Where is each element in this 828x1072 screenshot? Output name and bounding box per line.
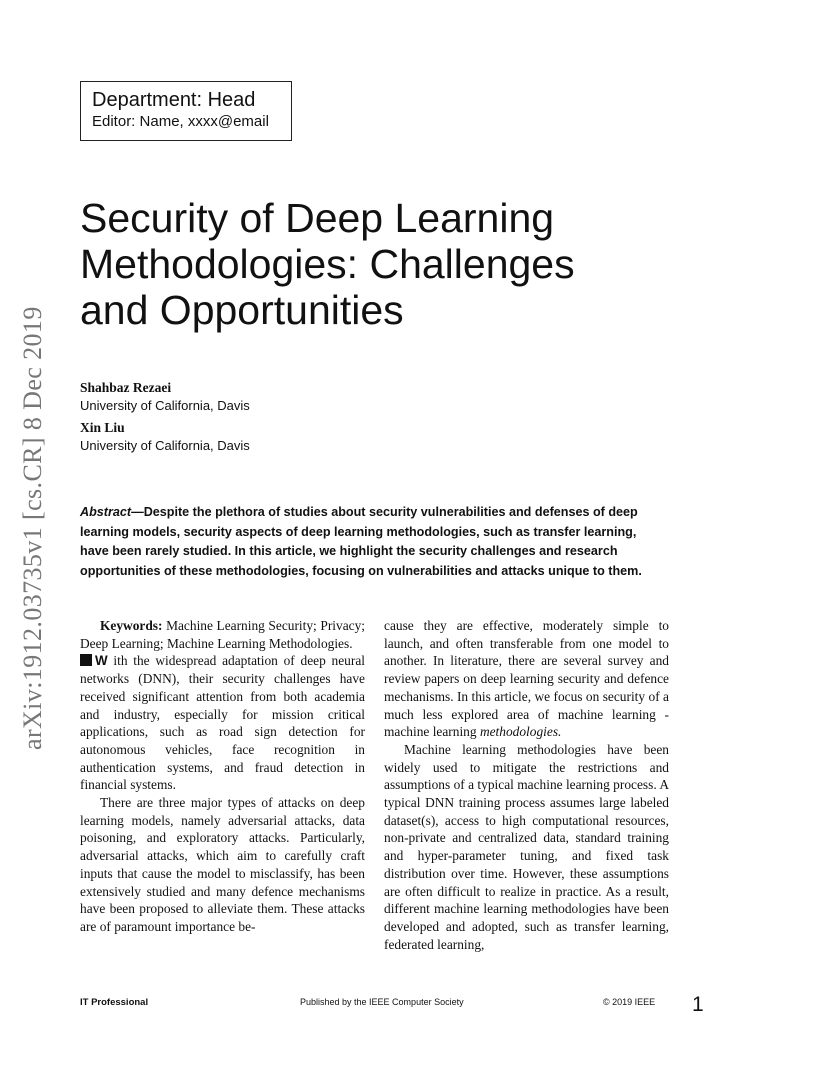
abstract-text: —Despite the plethora of studies about security vulnerabilities and defenses of deep learning models, security aspects of deep learning methodologies, such as transfer learning, have been rarely studied. In this article, we highlight the security challenges and research opportunities of these methodologies, focusing on vulnerabilities and attacks unique to them. (80, 505, 642, 578)
square-bullet-icon (80, 654, 92, 666)
attacks-paragraph-continued (384, 617, 669, 741)
abstract (80, 503, 660, 581)
department-box (80, 81, 292, 141)
footer-publisher: Published by the IEEE Computer Society (300, 997, 464, 1007)
footer-journal: IT Professional (80, 997, 149, 1008)
drop-cap: W (95, 653, 108, 669)
keywords-text: Machine Learning Security; Privacy; Deep Learning; Machine Learning Methodologies. (80, 618, 365, 651)
body-column-right (384, 617, 669, 953)
department-title: Department: Head (92, 89, 256, 111)
author-block (80, 419, 250, 454)
paper-title: Security of Deep Learning Methodologies: Challenges and Opportunities (80, 195, 575, 333)
methodologies-paragraph: Machine learning methodologies have been widely used to mitigate the restrictions and assumptions of a typical machine learning process. A typical DNN training process assumes large labeled dataset(s), access to high computational resources, non-private and centralized data, standard training and hyper-parameter tuning, and fixed task distribution over time. However, these assumptions are often difficult to realize in practice. As a result, different machine learning methodologies have been developed and adopted, such as transfer learning, federated learning, (384, 741, 669, 952)
author-block (80, 379, 250, 414)
author-name: Xin Liu (80, 420, 125, 435)
editor-line: Editor: Name, xxxx@email (92, 113, 269, 130)
author-affiliation: University of California, Davis (80, 438, 250, 453)
intro-paragraph (80, 652, 365, 794)
keywords-label: Keywords: (100, 618, 163, 633)
arxiv-stamp: arXiv:1912.03735v1 [cs.CR] 8 Dec 2019 (18, 306, 47, 750)
body-column-left (80, 617, 365, 936)
intro-text: ith the widespread adaptation of deep neural networks (DNN), their security challenges have received significant attention from both academia and industry, especially for mission critical applications, such as road sign detection for autonomous vehicles, face recognition in authentication systems, and fraud detection in financial systems. (80, 653, 365, 793)
author-name: Shahbaz Rezaei (80, 380, 172, 395)
author-affiliation: University of California, Davis (80, 398, 250, 413)
attacks-paragraph: There are three major types of attacks on deep learning models, namely adversarial attacks, data poisoning, and exploratory attacks. Particularly, adversarial attacks, which aim to carefully craft inputs that cause the model to misclassify, has been extensively studied and many defence mechanisms have been proposed to alleviate them. These attacks are of paramount importance be- (80, 795, 365, 934)
keywords-paragraph (80, 617, 365, 652)
page-number: 1 (692, 993, 704, 1016)
abstract-label: Abstract (80, 505, 132, 519)
emphasis-methodologies: methodologies. (479, 724, 562, 740)
footer-copyright: © 2019 IEEE (603, 997, 656, 1007)
attacks-text-continued: cause they are effective, moderately simple to launch, and often transferable from one model to another. In literature, there are several survey and review papers on deep learning security and defence mechanisms. In this article, we focus on security of a much less explored area of machine learning - machine learning (384, 618, 669, 740)
